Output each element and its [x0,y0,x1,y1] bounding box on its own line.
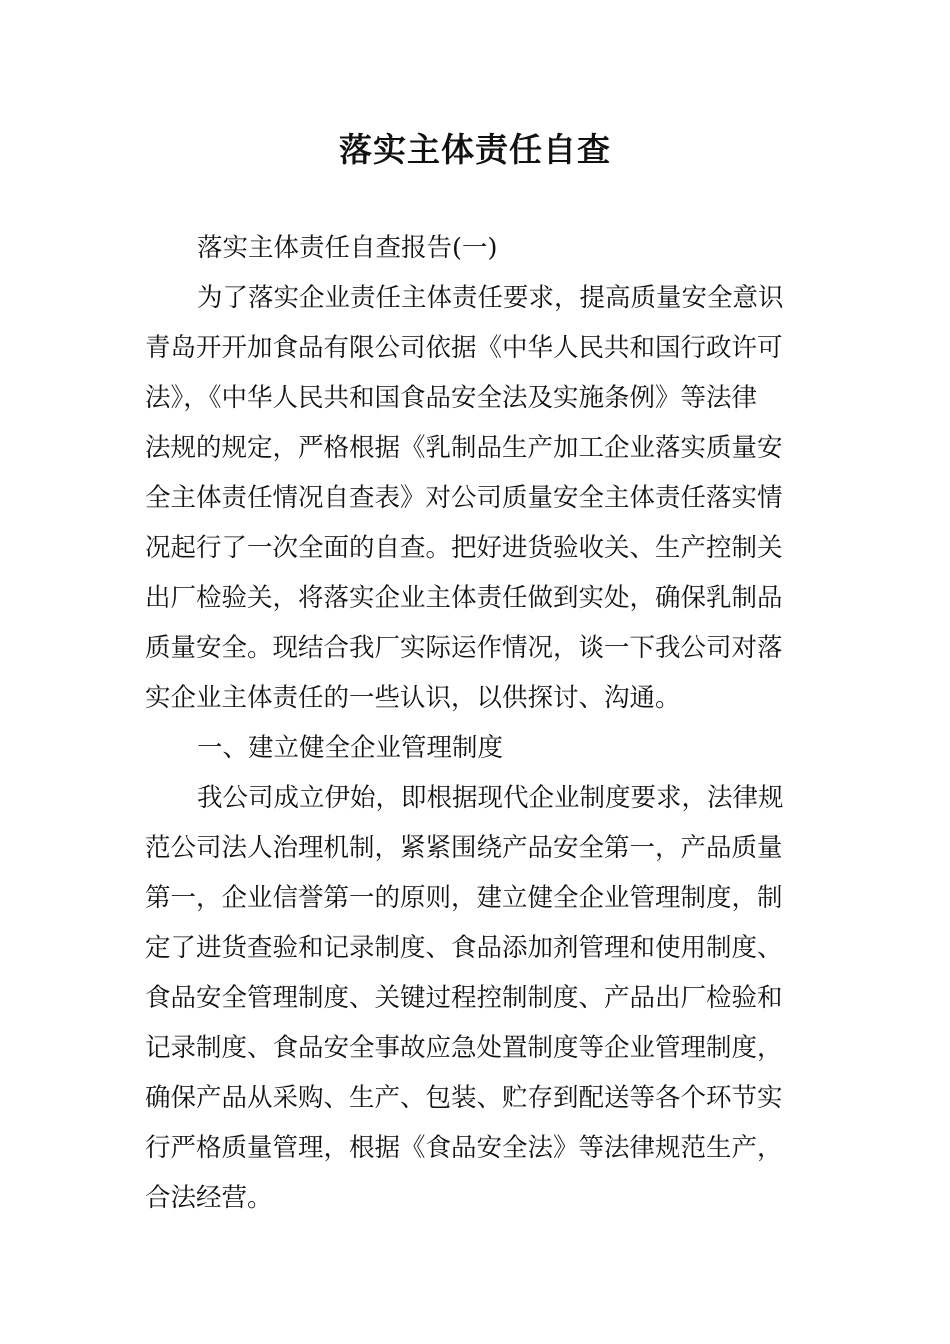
paragraph-line: 范公司法人治理机制，紧紧围绕产品安全第一，产品质量 [145,833,783,863]
paragraph-line: 记录制度、食品安全事故应急处置制度等企业管理制度， [145,1033,783,1063]
paragraph-line: 确保产品从采购、生产、包装、贮存到配送等各个环节实 [145,1083,783,1113]
paragraph-line: 我公司成立伊始，即根据现代企业制度要求，法律规 [197,783,784,813]
paragraph-line: 法》，《中华人民共和国食品安全法及实施条例》等法律 [145,383,758,413]
paragraph-line: 全主体责任情况自查表》对公司质量安全主体责任落实情 [145,483,783,513]
paragraph-line: 第一，企业信誉第一的原则，建立健全企业管理制度，制 [145,883,783,913]
paragraph-line: 食品安全管理制度、关键过程控制制度、产品出厂检验和 [145,983,783,1013]
paragraph-line: 合法经营。 [145,1183,273,1213]
paragraph-line: 质量安全。现结合我厂实际运作情况，谈一下我公司对落 [145,633,783,663]
paragraph-line: 法规的规定，严格根据《乳制品生产加工企业落实质量安 [145,433,783,463]
paragraph-line: 定了进货查验和记录制度、食品添加剂管理和使用制度、 [145,933,783,963]
paragraph-line: 况起行了一次全面的自查。把好进货验收关、生产控制关 [145,533,783,563]
paragraph-line: 实企业主体责任的一些认识，以供探讨、沟通。 [145,683,681,713]
paragraph-line: 行严格质量管理，根据《食品安全法》等法律规范生产， [145,1133,783,1163]
document-title: 落实主体责任自查 [339,130,611,169]
paragraph-line: 青岛开开加食品有限公司依据《中华人民共和国行政许可 [145,333,783,363]
section-heading: 一、建立健全企业管理制度 [197,733,504,763]
paragraph-line: 出厂检验关，将落实企业主体责任做到实处，确保乳制品 [145,583,783,613]
report-subtitle: 落实主体责任自查报告(一) [197,233,498,263]
document-body [145,223,815,1223]
paragraph-line: 为了落实企业责任主体责任要求，提高质量安全意识 [197,283,784,313]
